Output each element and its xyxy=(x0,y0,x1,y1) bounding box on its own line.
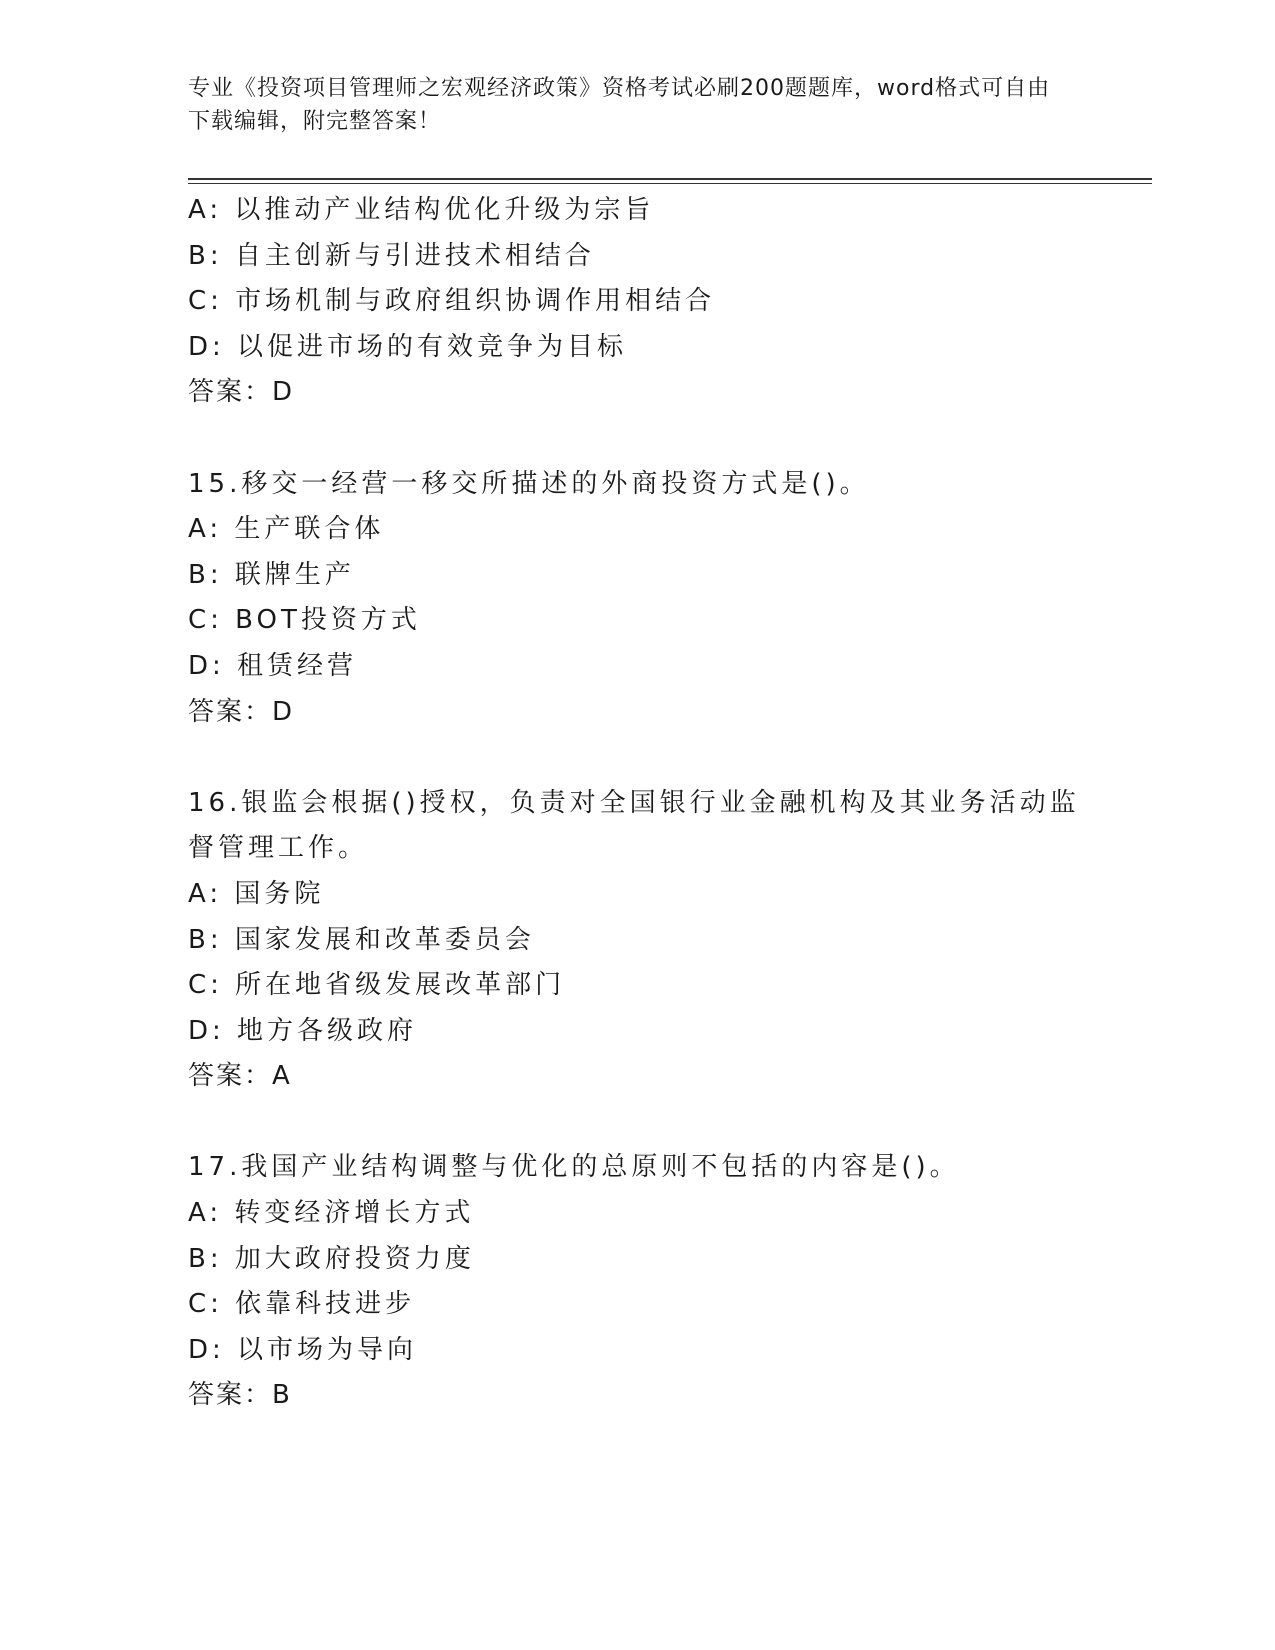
option-d: D: 租赁经营 xyxy=(188,650,358,681)
question-list xyxy=(188,188,1108,1419)
header-rule-thick xyxy=(188,178,1152,180)
option-b: B: 加大政府投资力度 xyxy=(188,1243,475,1274)
option-c: C: 依靠科技进步 xyxy=(188,1289,416,1320)
option-d: D: 以促进市场的有效竞争为目标 xyxy=(188,331,628,362)
header-rule-thin xyxy=(188,183,1152,184)
document-header: 专业《投资项目管理师之宏观经济政策》资格考试必刷200题题库，word格式可自由下载编辑，附完整答案！ xyxy=(188,76,1051,134)
question-stem: 15.移交一经营一移交所描述的外商投资方式是()。 xyxy=(188,468,870,499)
question-17 xyxy=(188,1145,1108,1419)
question-15 xyxy=(188,462,1108,736)
option-b: B: 国家发展和改革委员会 xyxy=(188,924,535,955)
answer-line: 答案：A xyxy=(188,1061,292,1092)
option-b: B: 自主创新与引进技术相结合 xyxy=(188,240,595,271)
option-a: A: 转变经济增长方式 xyxy=(188,1198,475,1229)
question-stem: 17.我国产业结构调整与优化的总原则不包括的内容是()。 xyxy=(188,1152,960,1183)
option-c: C: 市场机制与政府组织协调作用相结合 xyxy=(188,286,716,317)
option-a: A: 国务院 xyxy=(188,878,325,909)
option-a: A: 以推动产业结构优化升级为宗旨 xyxy=(188,195,655,225)
answer-line: 答案：B xyxy=(188,1380,292,1411)
question-stem: 16.银监会根据()授权，负责对全国银行业金融机构及其业务活动监督管理工作。 xyxy=(188,787,1080,864)
option-a: A: 生产联合体 xyxy=(188,514,385,545)
option-d: D: 地方各级政府 xyxy=(188,1015,418,1046)
question-16 xyxy=(188,781,1108,1100)
option-c: C: 所在地省级发展改革部门 xyxy=(188,970,566,1001)
question-continuation xyxy=(188,188,1108,416)
option-b: B: 联牌生产 xyxy=(188,559,355,590)
answer-line: 答案：D xyxy=(188,696,295,727)
answer-line: 答案：D xyxy=(188,377,295,408)
option-d: D: 以市场为导向 xyxy=(188,1334,418,1365)
option-c: C: BOT投资方式 xyxy=(188,605,421,636)
